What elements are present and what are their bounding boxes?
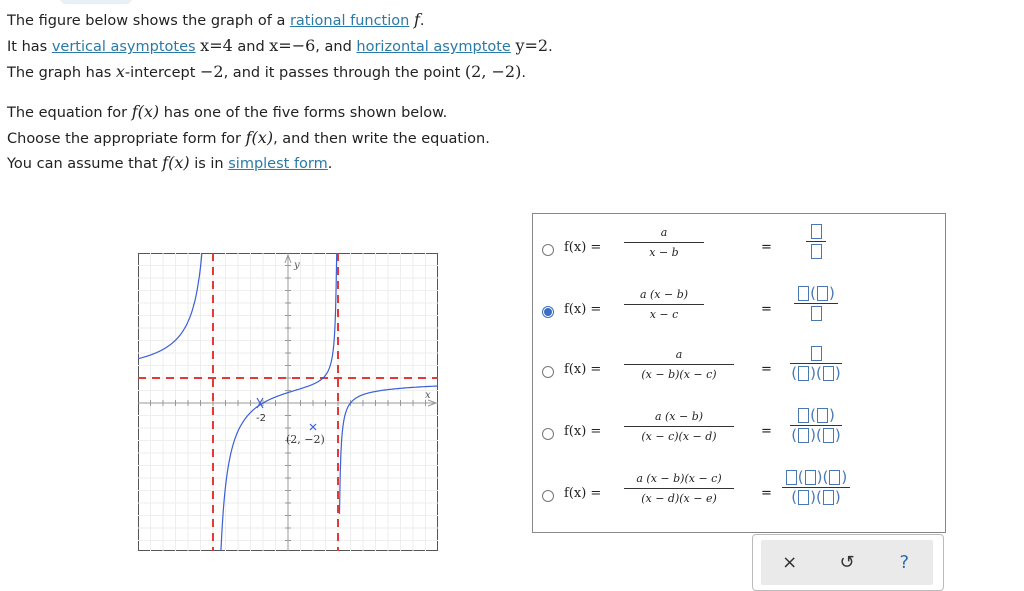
fraction-denominator: x − b xyxy=(649,246,679,259)
fraction-bar xyxy=(806,241,826,242)
fraction-numerator: a xyxy=(660,226,668,239)
fraction-bar xyxy=(624,364,734,365)
intro-text: The equation for xyxy=(7,105,132,121)
answer-slot xyxy=(817,408,828,423)
answer-toolbar xyxy=(752,534,944,591)
option-fraction xyxy=(624,410,734,443)
option-radio-selected[interactable] xyxy=(542,306,554,318)
equals-sign: = xyxy=(761,240,772,255)
vertical-asymptote-eq-2: x=−6 xyxy=(269,36,316,55)
x-intercept-value: −2 xyxy=(200,62,224,81)
intro-text: You can assume that xyxy=(7,156,163,172)
x-intercept-tick-label: -2 xyxy=(256,413,266,424)
fraction-numerator: a (x − b)(x − c) xyxy=(636,472,722,485)
intro-text: , and xyxy=(315,39,357,55)
intro-text: . xyxy=(521,65,526,81)
fraction-denominator: (x − d)(x − e) xyxy=(641,492,717,505)
intro-text: It has xyxy=(7,39,52,55)
answer-slot xyxy=(811,306,822,321)
answer-slot xyxy=(798,490,809,505)
fraction-denominator: x − c xyxy=(649,308,679,321)
paren-group: ( ) xyxy=(797,468,823,486)
equals-sign: = xyxy=(761,424,772,439)
paren-group: ( ) xyxy=(822,468,848,486)
answer-slot xyxy=(811,224,822,239)
fraction-denominator: (x − b)(x − c) xyxy=(641,368,717,381)
answer-slot xyxy=(817,286,828,301)
intro-line-1 xyxy=(7,10,424,29)
option-label: f(x) = xyxy=(564,424,602,439)
fraction-bar xyxy=(624,304,704,305)
fraction-bar xyxy=(624,488,734,489)
paren-group: ( ) xyxy=(791,488,816,506)
intro-text: The graph has xyxy=(7,65,116,81)
option-label: f(x) = xyxy=(564,486,602,501)
paren-group: ( ) xyxy=(791,364,816,382)
answer-slot xyxy=(823,490,834,505)
y-axis-label: y xyxy=(294,260,300,271)
paren-group: ( ) xyxy=(810,406,835,424)
fx-expression: f(x) xyxy=(162,153,190,172)
intro-text: Choose the appropriate form for xyxy=(7,131,246,147)
answer-template-fraction xyxy=(776,224,856,259)
option-row[interactable] xyxy=(539,464,939,524)
intro-line-4 xyxy=(7,102,447,121)
paren-group: ( ) xyxy=(816,488,841,506)
intro-line-2 xyxy=(7,36,553,55)
paren-group: ( ) xyxy=(816,364,841,382)
option-radio[interactable] xyxy=(542,490,554,502)
x-variable: x xyxy=(115,62,125,81)
option-row[interactable] xyxy=(539,218,939,278)
answer-template-fraction xyxy=(776,470,856,505)
horizontal-asymptote-link[interactable]: horizontal asymptote xyxy=(356,39,511,55)
option-row[interactable] xyxy=(539,340,939,400)
intro-text: . xyxy=(327,156,333,172)
option-fraction xyxy=(624,288,704,321)
rational-function-link[interactable]: rational function xyxy=(289,13,410,29)
paren-group: ( ) xyxy=(816,426,841,444)
paren-group: ( ) xyxy=(791,426,816,444)
answer-slot xyxy=(798,286,809,301)
top-tab-decoration xyxy=(60,0,132,4)
answer-slot xyxy=(786,470,797,485)
answer-template-fraction xyxy=(776,408,856,443)
option-radio[interactable] xyxy=(542,366,554,378)
fraction-denominator: (x − c)(x − d) xyxy=(641,430,717,443)
option-row[interactable] xyxy=(539,402,939,462)
option-row[interactable] xyxy=(539,280,939,340)
vertical-asymptotes-link[interactable]: vertical asymptotes xyxy=(51,39,196,55)
answer-template-fraction xyxy=(776,286,856,321)
equals-sign: = xyxy=(761,302,772,317)
answer-slot xyxy=(798,366,809,381)
x-axis-label: x xyxy=(425,390,431,401)
point-label: (2, −2) xyxy=(286,433,325,446)
answer-slot xyxy=(823,366,834,381)
rational-function-graph xyxy=(138,253,438,551)
equals-sign: = xyxy=(761,362,772,377)
answer-slot xyxy=(823,428,834,443)
answer-slot xyxy=(798,428,809,443)
clear-icon[interactable]: × xyxy=(782,552,798,573)
answer-slot xyxy=(798,408,809,423)
option-label: f(x) = xyxy=(564,240,602,255)
fraction-bar xyxy=(624,426,734,427)
intro-text: , and it passes through the point xyxy=(223,65,465,81)
option-fraction xyxy=(624,472,734,505)
horizontal-asymptote-eq: y=2 xyxy=(515,36,549,55)
fraction-numerator: a (x − b) xyxy=(639,288,689,301)
intro-text: -intercept xyxy=(124,65,200,81)
toolbar-buttons xyxy=(761,540,933,585)
intro-text: . xyxy=(548,39,553,55)
intro-line-6 xyxy=(7,153,332,172)
intro-text: and xyxy=(232,39,270,55)
option-fraction xyxy=(624,348,734,381)
intro-line-5 xyxy=(7,128,490,147)
intro-line-3 xyxy=(7,62,526,81)
option-label: f(x) = xyxy=(564,362,602,377)
intro-text: has one of the five forms shown below. xyxy=(159,105,448,121)
fraction-numerator: a xyxy=(675,348,683,361)
fx-expression: f(x) xyxy=(131,102,160,121)
intro-text: is in xyxy=(189,156,229,172)
option-radio[interactable] xyxy=(542,244,554,256)
answer-slot xyxy=(811,346,822,361)
point-value: (2, −2) xyxy=(464,62,522,81)
option-fraction xyxy=(624,226,704,259)
fraction-bar xyxy=(624,242,704,243)
answer-slot xyxy=(829,470,840,485)
intro-text: . xyxy=(419,13,425,29)
paren-group: ( ) xyxy=(810,284,835,302)
help-icon[interactable]: ? xyxy=(899,552,910,573)
form-choices-panel xyxy=(532,213,946,533)
option-radio[interactable] xyxy=(542,428,554,440)
fx-expression: f(x) xyxy=(245,128,274,147)
option-label: f(x) = xyxy=(564,302,602,317)
undo-icon[interactable]: ↺ xyxy=(839,552,855,573)
equals-sign: = xyxy=(761,486,772,501)
vertical-asymptote-eq-1: x=4 xyxy=(200,36,233,55)
simplest-form-link[interactable]: simplest form xyxy=(228,156,328,172)
function-name: f xyxy=(413,10,420,29)
answer-slot xyxy=(811,244,822,259)
answer-template-fraction xyxy=(776,346,856,381)
intro-text: , and then write the equation. xyxy=(273,131,490,147)
fraction-numerator: a (x − b) xyxy=(654,410,704,423)
fraction-bar xyxy=(794,303,838,304)
intro-text: The figure below shows the graph of a xyxy=(7,13,290,29)
answer-slot xyxy=(805,470,816,485)
